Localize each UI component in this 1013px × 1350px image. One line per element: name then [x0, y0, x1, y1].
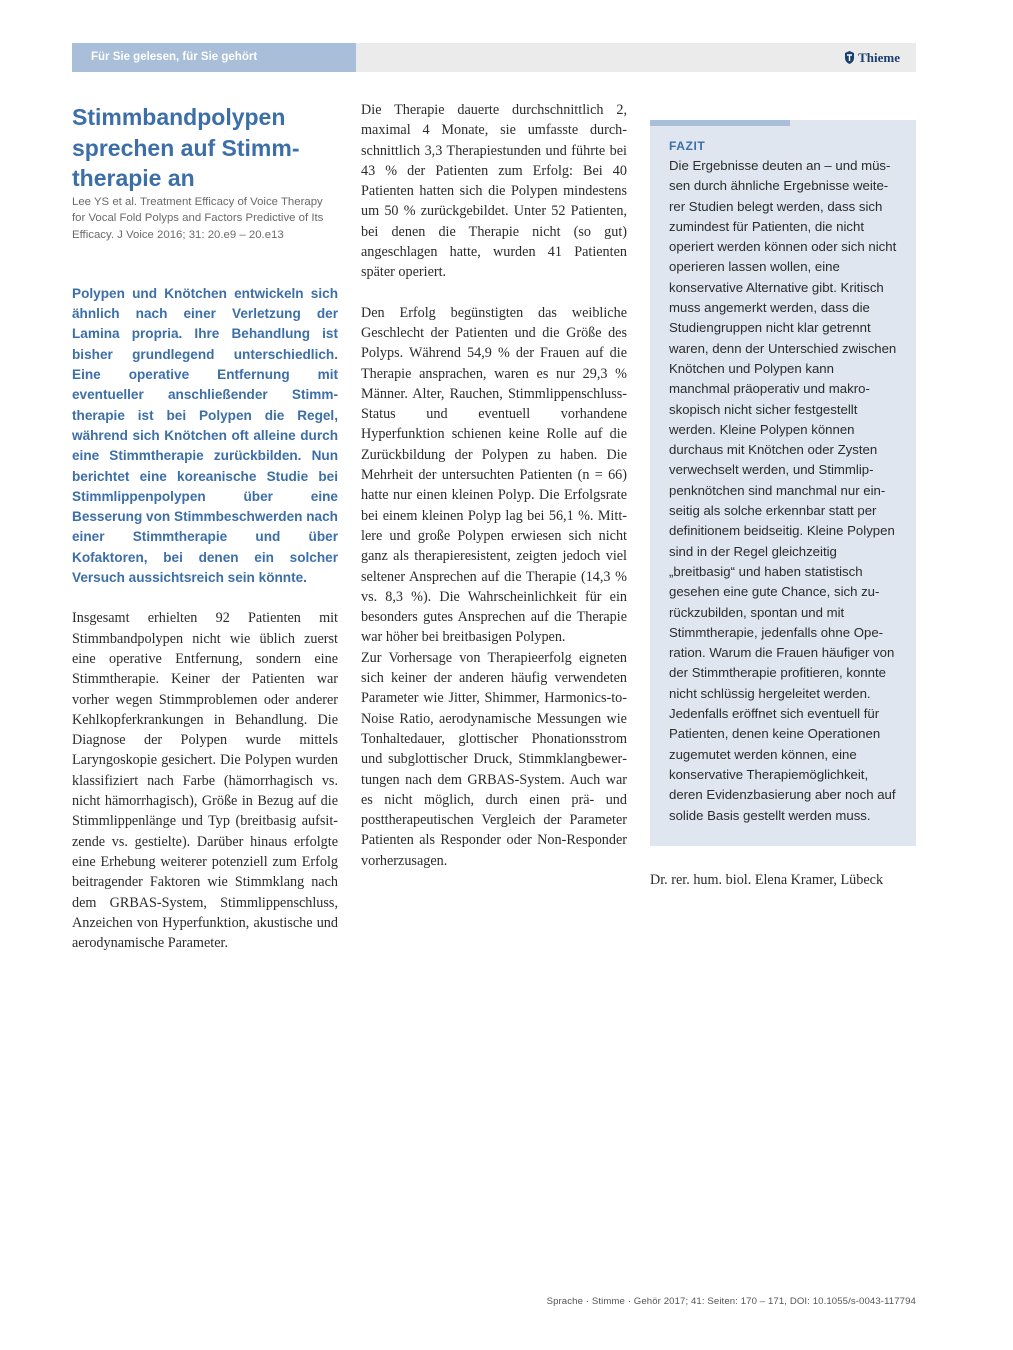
page-footer: Sprache · Stimme · Gehör 2017; 41: Seiten: 170 – 171, DOI: 10.1055/s-0043-117794 — [546, 1296, 916, 1307]
thieme-logo-icon — [844, 51, 855, 64]
publisher-logo[interactable] — [844, 43, 900, 72]
section-tag: Für Sie gelesen, für Sie gehört — [72, 43, 356, 72]
header-bar — [72, 43, 916, 72]
body-paragraph-2: Die Therapie dauerte durchschnittlich 2, maximal 4 Monate, sie umfasste durchschnittlich 3,3 Therapiestunden und führte bei 43 % der Patienten zum Erfolg: Bei 40 Patienten hatten sich die Polypen mindestens um 50 % zurückgebildet. Unter 52 Patienten, bei denen die Therapie nicht (so gut) angeschlagen hatte, wurden 41 Patienten später operiert. — [361, 102, 627, 281]
lead-paragraph: Polypen und Knötchen entwickeln sich ähnlich nach einer Verletzung der Lamina propria. Ihre Behandlung ist bisher grundlegend unterschiedlich. Eine operative Entfernung mit eventueller anschließender Stimmtherapie ist bei Polypen die Regel, während sich Knötchen oft alleine durch eine Stimmtherapie zurückbilden. Nun berichtet eine koreanische Studie bei Stimmlippenpolypen über eine Besserung von Stimmbeschwerden nach einer Stimmtherapie und über Kofaktoren, bei denen ein solcher Versuch aussichtsreich sein könnte. — [72, 285, 338, 586]
column-3 — [650, 100, 916, 890]
fazit-text: Die Ergebnisse deuten an – und müssen durch ähnliche Ergebnisse weiterer Studien belegt werden, dass sich zumindest für Patienten, die nicht operiert werden können oder sich nicht operieren lassen wollen, eine konservative Alternative gibt. Kritisch muss angemerkt werden, dass die Studiengruppen nicht klar getrennt waren, denn der Unterschied zwischen Knötchen und Polypen kann manchmal präoperativ und makroskopisch nicht sicher festgestellt werden. Kleine Polypen können durchaus mit Knötchen oder Zysten verwechselt werden, und Stimmlippenknötchen sind manchmal nur einseitig als solche erkennbar statt per definitionem beidseitig. Kleine Polypen sind in der Regel gleichzeitig „breitbasig“ und haben statistisch gesehen eine gute Chance, sich zurückzubilden, spontan und mit Stimmtherapie, jedenfalls ohne Operation. Warum die Frauen häufiger von der Stimmtherapie profitieren, konnte nicht schlüssig hergeleitet werden. Jedenfalls eröffnet sich eventuell für Patienten, denen keine Operationen zugemutet werden können, eine konservative Therapiemöglichkeit, deren Evidenzbasierung aber noch auf solide Basis gestellt werden muss. — [669, 158, 897, 823]
fazit-heading: FAZIT — [669, 139, 706, 153]
citation: Lee YS et al. Treatment Efficacy of Voice Therapy for Vocal Fold Polyps and Factors Predictive of Its Efficacy. J Voice 2016; 31: 20.e9 – 20.e13 — [72, 195, 324, 242]
column-2 — [361, 100, 627, 871]
publisher-name: Thieme — [858, 49, 900, 65]
fazit-box — [650, 120, 916, 846]
article-title: Stimmbandpolypen sprechen auf Stimmtherapie an — [72, 104, 300, 191]
body-paragraph-3: Den Erfolg begünstigten das weibliche Geschlecht der Patienten und die Größe des Polyps. Während 54,9 % der Frauen auf die Therapie ansprachen, waren es nur 29,3 % Männer. Alter, Rauchen, Stimmlippenschluss-Status und eventuell vorhandene Hyperfunktion schienen keine Rolle auf die Zurückbildung der Polypen zu haben. Die Mehrheit der untersuchten Patienten (n = 66) hatte nur einen kleinen Polyp. Die Erfolgsrate bei einem kleinen Polyp lag bei 56,1 %. Mittlere und große Polypen erwiesen sich nicht ganz als therapieresistent, zeigten jedoch viel seltener Ansprechen auf die Therapie (14,3 % vs. 8,3 %). Die Wahrscheinlichkeit für ein besonders gutes Ansprechen auf die Therapie war höher bei breitbasigen Polypen. — [361, 304, 627, 646]
column-1 — [72, 100, 338, 953]
author-line: Dr. rer. hum. biol. Elena Kramer, Lübeck — [650, 871, 884, 888]
fazit-accent-bar — [650, 120, 790, 126]
body-paragraph-4: Zur Vorhersage von Therapieerfolg eigneten sich keiner der anderen häufig verwendeten Parameter wie Jitter, Shimmer, Harmonics-to-Noise Ratio, aerodynamische Messungen wie Tonhaltedauer, glottischer Phonationsstrom und subglottischer Druck, Stimmklangbewertungen nach dem GRBAS-System. Auch war es nicht möglich, durch einen prä- und posttherapeutischen Vergleich der Parameter Patienten als Responder oder Non-Responder vorherzusagen. — [361, 649, 627, 869]
body-paragraph-1: Insgesamt erhielten 92 Patienten mit Stimmbandpolypen nicht wie üblich zuerst eine operative Entfernung, sondern eine Stimmtherapie. Keiner der Patienten war vorher wegen Stimmproblemen oder anderer Kehlkopferkrankungen in Behandlung. Die Diagnose der Polypen wurde mittels Laryngoskopie gesichert. Die Polypen wurden klassifiziert nach Farbe (hämorrhagisch vs. nicht hämorrhagisch), Größe in Bezug auf die Stimmlippenlänge und Typ (breitbasig aufsitzende vs. gestielte). Darüber hinaus erfolgte eine Erhebung weiterer potenziell zum Erfolg beitragender Faktoren wie Stimmklang nach dem GRBAS-System, Stimmlippenschluss, Anzeichen von Hyperfunktion, akustische und aerodynamische Parameter. — [72, 610, 338, 952]
